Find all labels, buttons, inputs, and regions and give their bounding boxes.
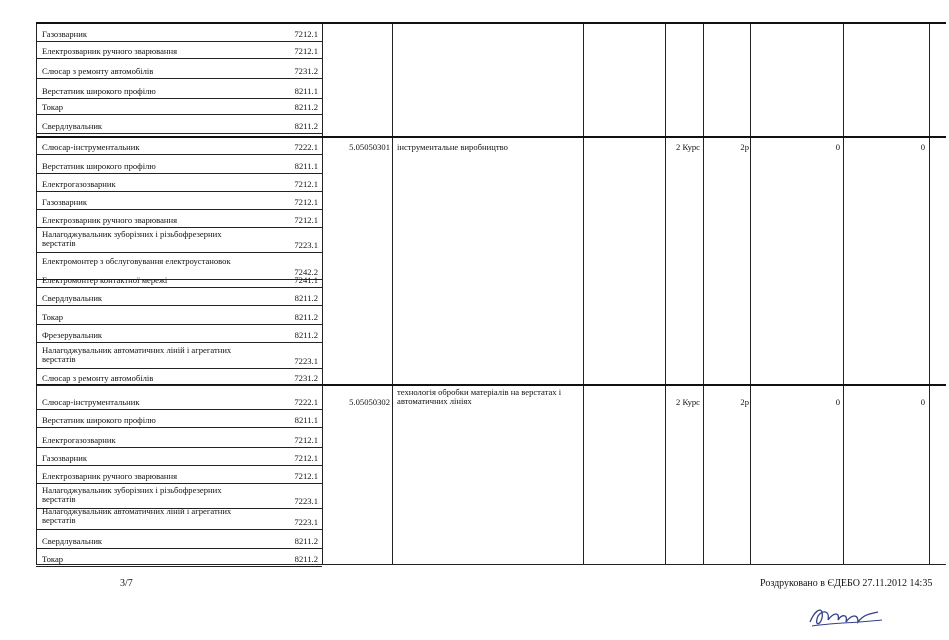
row-divider bbox=[36, 114, 322, 115]
profession-code: 7223.1 bbox=[294, 517, 318, 527]
row-divider bbox=[36, 427, 322, 428]
profession-code: 8211.2 bbox=[294, 293, 318, 303]
table-column-divider bbox=[665, 22, 666, 564]
row-divider bbox=[36, 465, 322, 466]
page-number: 3/7 bbox=[120, 578, 133, 589]
profession-code: 8211.2 bbox=[294, 554, 318, 564]
profession-code: 7231.2 bbox=[294, 373, 318, 383]
specialty-code: 5.05050301 bbox=[349, 142, 390, 152]
profession-name: Налагоджувальник автоматичних ліній і агрегатних верстатів bbox=[42, 345, 232, 364]
profession-name: Електрозварник ручного зварювання bbox=[42, 471, 178, 481]
row-divider bbox=[36, 548, 322, 549]
row-divider bbox=[36, 447, 322, 448]
profession-name: Електромонтер з обслуговування електроустановок bbox=[42, 256, 231, 266]
table-column-divider bbox=[703, 22, 704, 564]
profession-name: Слюсар-інструментальник bbox=[42, 142, 140, 152]
profession-code: 7223.1 bbox=[294, 356, 318, 366]
group-separator bbox=[36, 136, 946, 138]
course-label: 2 Курс bbox=[676, 142, 700, 152]
row-divider bbox=[36, 252, 322, 253]
profession-name: Слюсар з ремонту автомобілів bbox=[42, 373, 154, 383]
profession-name: Фрезерувальник bbox=[42, 330, 103, 340]
profession-code: 8211.1 bbox=[294, 415, 318, 425]
profession-name: Газозварник bbox=[42, 29, 88, 39]
profession-name: Газозварник bbox=[42, 197, 88, 207]
value-cell: 0 bbox=[835, 142, 840, 152]
signature-mark bbox=[806, 604, 886, 630]
profession-name: Токар bbox=[42, 554, 64, 564]
profession-code: 7212.1 bbox=[294, 46, 318, 56]
profession-code: 7231.2 bbox=[294, 66, 318, 76]
row-divider bbox=[36, 566, 322, 567]
row-divider bbox=[36, 483, 322, 484]
row-divider bbox=[36, 191, 322, 192]
row-divider bbox=[36, 385, 322, 386]
profession-name: Свердлувальник bbox=[42, 121, 103, 131]
profession-code: 7212.1 bbox=[294, 453, 318, 463]
profession-name: Верстатник широкого профілю bbox=[42, 161, 156, 171]
row-divider bbox=[36, 409, 322, 410]
profession-code: 7212.1 bbox=[294, 29, 318, 39]
row-divider bbox=[36, 78, 322, 79]
row-divider bbox=[36, 305, 322, 306]
profession-code: 7212.1 bbox=[294, 435, 318, 445]
row-divider bbox=[36, 368, 322, 369]
profession-name: Верстатник широкого профілю bbox=[42, 415, 156, 425]
profession-name: Налагоджувальник зуборізних і різьбофрезерних верстатів bbox=[42, 485, 222, 504]
profession-name: Слюсар з ремонту автомобілів bbox=[42, 66, 154, 76]
table-column-divider bbox=[843, 22, 844, 564]
profession-code: 8211.1 bbox=[294, 161, 318, 171]
profession-code: 8211.2 bbox=[294, 121, 318, 131]
profession-code: 7212.1 bbox=[294, 179, 318, 189]
value-cell: 0 bbox=[920, 142, 925, 152]
specialty-code: 5.05050302 bbox=[349, 397, 390, 407]
profession-code: 7222.1 bbox=[294, 142, 318, 152]
profession-name: Свердлувальник bbox=[42, 536, 103, 546]
row-divider bbox=[36, 342, 322, 343]
profession-name: Електрогазозварник bbox=[42, 435, 116, 445]
profession-code: 7212.1 bbox=[294, 215, 318, 225]
row-divider bbox=[36, 58, 322, 59]
table-column-divider bbox=[583, 22, 584, 564]
value-cell: 0 bbox=[920, 397, 925, 407]
profession-code: 8211.2 bbox=[294, 312, 318, 322]
profession-name: Слюсар-інструментальник bbox=[42, 397, 140, 407]
profession-name: Налагоджувальник зуборізних і різьбофрезерних верстатів bbox=[42, 229, 222, 248]
profession-code: 7241.1 bbox=[294, 275, 318, 285]
printed-stamp: Роздруковано в ЄДЕБО 27.11.2012 14:35 bbox=[760, 578, 933, 589]
course-label: 2 Курс bbox=[676, 397, 700, 407]
profession-name: Токар bbox=[42, 102, 64, 112]
profession-name: Електрозварник ручного зварювання bbox=[42, 46, 178, 56]
profession-name: Верстатник широкого профілю bbox=[42, 86, 156, 96]
table-border-right bbox=[929, 22, 930, 564]
profession-name: Газозварник bbox=[42, 453, 88, 463]
profession-name: Електрогазозварник bbox=[42, 179, 116, 189]
row-divider bbox=[36, 41, 322, 42]
profession-name: Токар bbox=[42, 312, 64, 322]
specialty-name: технологія обробки матеріалів на верстатах і автоматичних лініях bbox=[397, 387, 562, 406]
specialty-name: інструментальне виробництво bbox=[397, 142, 508, 152]
table-column-divider bbox=[392, 22, 393, 564]
table-column-divider bbox=[750, 22, 751, 564]
profession-code: 7242.2 bbox=[294, 267, 318, 277]
term-label: 2р bbox=[740, 142, 749, 152]
profession-name: Налагоджувальник автоматичних ліній і агрегатних верстатів bbox=[42, 506, 232, 525]
row-divider bbox=[36, 209, 322, 210]
profession-code: 8211.2 bbox=[294, 102, 318, 112]
profession-code: 7222.1 bbox=[294, 397, 318, 407]
row-divider bbox=[36, 287, 322, 288]
profession-code: 7212.1 bbox=[294, 197, 318, 207]
row-divider bbox=[36, 529, 322, 530]
table-top-border bbox=[36, 22, 946, 24]
profession-code: 8211.1 bbox=[294, 86, 318, 96]
profession-code: 7223.1 bbox=[294, 240, 318, 250]
term-label: 2р bbox=[740, 397, 749, 407]
row-divider bbox=[36, 324, 322, 325]
table-column-divider bbox=[322, 22, 323, 564]
profession-code: 7212.1 bbox=[294, 471, 318, 481]
profession-name: Свердлувальник bbox=[42, 293, 103, 303]
row-divider bbox=[36, 133, 322, 134]
profession-name: Електромонтер контактної мережі bbox=[42, 275, 168, 285]
table-bottom-border bbox=[36, 564, 946, 565]
profession-code: 8211.2 bbox=[294, 536, 318, 546]
profession-name: Електрозварник ручного зварювання bbox=[42, 215, 178, 225]
profession-code: 8211.2 bbox=[294, 330, 318, 340]
row-divider bbox=[36, 98, 322, 99]
row-divider bbox=[36, 227, 322, 228]
profession-code: 7223.1 bbox=[294, 496, 318, 506]
row-divider bbox=[36, 154, 322, 155]
row-divider bbox=[36, 173, 322, 174]
value-cell: 0 bbox=[835, 397, 840, 407]
